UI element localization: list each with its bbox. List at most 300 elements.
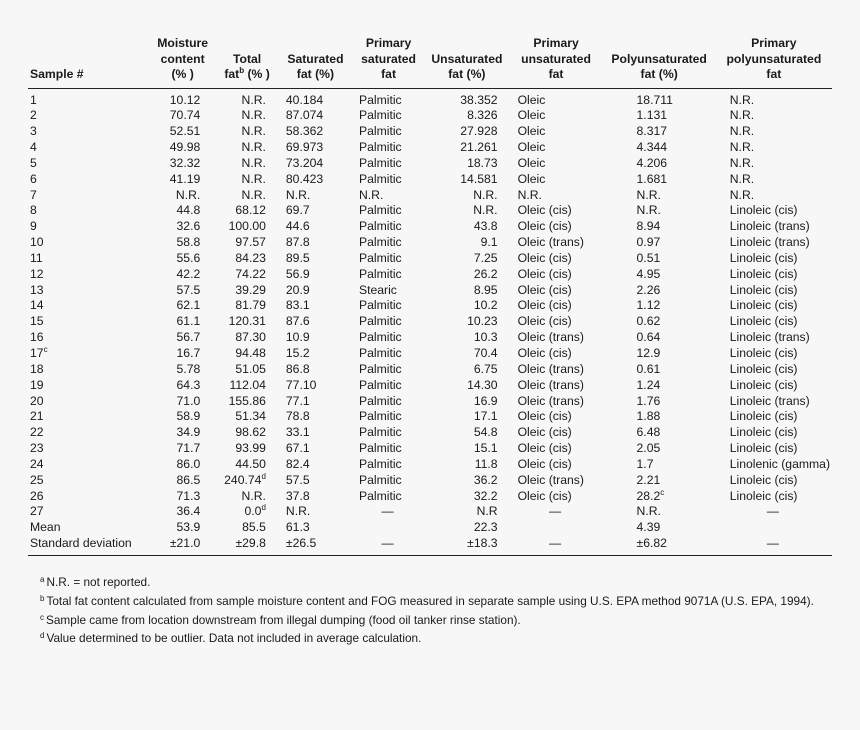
cell-psat — [353, 362, 424, 378]
cell-sat-value: 40.184 — [285, 92, 324, 107]
header-moisture-line2: content — [160, 51, 205, 66]
cell-total-value: 120.31 — [228, 314, 266, 329]
table-row — [28, 235, 832, 251]
cell-punsat — [510, 156, 603, 172]
header-primary-unsat-line2: unsaturated — [521, 51, 591, 66]
cell-punsat — [510, 378, 603, 394]
cell-ppoly-value: N.R. — [729, 92, 755, 107]
cell-moisture — [149, 520, 216, 536]
cell-moisture-value: ±21.0 — [169, 536, 201, 551]
cell-psat — [353, 140, 424, 156]
cell-punsat — [510, 314, 603, 330]
cell-total — [216, 108, 278, 124]
cell-sat — [278, 536, 353, 555]
table-row — [28, 425, 832, 441]
cell-moisture — [149, 362, 216, 378]
table-row — [28, 188, 832, 204]
cell-sample-value: 27 — [30, 504, 44, 519]
header-sample-label: Sample # — [30, 67, 84, 81]
fat-composition-table — [28, 36, 832, 556]
cell-sample — [28, 267, 149, 283]
cell-sample-value: 10 — [30, 235, 44, 250]
cell-sat-value: 86.8 — [285, 361, 310, 376]
cell-ppoly-value: Linoleic (cis) — [729, 346, 798, 360]
cell-psat — [353, 378, 424, 394]
cell-moisture — [149, 457, 216, 473]
footnote-text: Total fat content calculated from sample moisture content and FOG measured in separate sample using U.S. EPA method 9071A (U.S. EPA, 1994). — [46, 593, 814, 608]
cell-punsat-value: — — [548, 504, 562, 519]
cell-moisture — [149, 251, 216, 267]
footnotes — [40, 572, 840, 647]
cell-psat-value: Palmitic — [358, 235, 402, 250]
cell-psat-value: Palmitic — [358, 377, 402, 392]
cell-moisture — [149, 314, 216, 330]
cell-ppoly-value: Linoleic (cis) — [729, 409, 798, 424]
cell-moisture — [149, 108, 216, 124]
cell-unsat — [424, 156, 509, 172]
cell-sample-value: 12 — [30, 266, 44, 281]
cell-total — [216, 378, 278, 394]
cell-total-value: N.R. — [241, 92, 266, 107]
cell-total-value: 81.79 — [235, 298, 266, 313]
cell-unsat — [424, 330, 509, 346]
cell-total-value: 0.0 — [244, 504, 262, 519]
cell-total — [216, 88, 278, 108]
cell-poly-value: N.R. — [636, 504, 661, 519]
table-row — [28, 314, 832, 330]
cell-poly — [603, 314, 716, 330]
cell-unsat-value: 26.2 — [473, 266, 498, 281]
cell-total — [216, 235, 278, 251]
cell-sat — [278, 219, 353, 235]
cell-punsat — [510, 267, 603, 283]
cell-poly — [603, 394, 716, 410]
cell-total-value: 87.30 — [235, 330, 266, 345]
cell-moisture-value: 41.19 — [169, 171, 201, 186]
cell-punsat-value: Oleic (cis) — [517, 219, 572, 234]
cell-sample — [28, 409, 149, 425]
cell-psat-value: N.R. — [358, 187, 384, 202]
table-row — [28, 251, 832, 267]
footnote — [40, 572, 840, 591]
cell-poly — [603, 156, 716, 172]
cell-total — [216, 267, 278, 283]
table-row — [28, 346, 832, 362]
cell-total-value: 44.50 — [235, 456, 266, 471]
cell-unsat-value: 14.30 — [467, 377, 498, 392]
cell-total — [216, 425, 278, 441]
cell-poly-value: 0.64 — [636, 330, 661, 345]
cell-psat — [353, 108, 424, 124]
cell-punsat-value: Oleic (cis) — [517, 282, 572, 297]
cell-unsat — [424, 172, 509, 188]
cell-unsat-value: 8.326 — [467, 108, 498, 123]
header-primary-poly-line1: Primary — [751, 36, 797, 50]
cell-sample — [28, 441, 149, 457]
cell-sample — [28, 108, 149, 124]
cell-sat-value: 69.973 — [285, 140, 324, 155]
cell-sample-value: 13 — [30, 282, 44, 297]
cell-punsat-value: Oleic (cis) — [517, 456, 572, 471]
cell-unsat-value: 18.73 — [467, 155, 498, 170]
cell-unsat-value: 10.3 — [473, 330, 498, 345]
cell-psat-value: Palmitic — [358, 124, 402, 139]
cell-unsat — [424, 394, 509, 410]
cell-psat — [353, 441, 424, 457]
cell-sat — [278, 441, 353, 457]
cell-unsat-value: N.R. — [473, 203, 498, 218]
cell-punsat — [510, 409, 603, 425]
cell-punsat-value: Oleic (cis) — [517, 203, 572, 218]
cell-psat-value: Palmitic — [358, 219, 402, 234]
cell-total — [216, 283, 278, 299]
cell-punsat — [510, 219, 603, 235]
cell-moisture-value: 71.0 — [176, 393, 201, 408]
cell-sat-value: 89.5 — [285, 250, 310, 265]
cell-moisture-value: 61.1 — [176, 314, 201, 329]
cell-total — [216, 504, 278, 520]
cell-ppoly-value: Linoleic (trans) — [729, 330, 810, 345]
cell-psat-value: Palmitic — [358, 108, 402, 123]
cell-psat — [353, 520, 424, 536]
footnote-mark: c — [40, 612, 44, 622]
cell-punsat — [510, 88, 603, 108]
cell-total-value: 240.74 — [224, 472, 262, 487]
cell-ppoly-value: N.R. — [729, 124, 755, 139]
footnote-text: Value determined to be outlier. Data not included in average calculation. — [46, 631, 422, 646]
cell-ppoly — [716, 88, 832, 108]
cell-unsat — [424, 188, 509, 204]
cell-sat-value: 67.1 — [285, 441, 310, 456]
cell-sample-value: 1 — [30, 92, 37, 107]
cell-ppoly — [716, 504, 832, 520]
cell-sample — [28, 504, 149, 520]
cell-sat — [278, 235, 353, 251]
cell-ppoly-value: Linoleic (cis) — [729, 441, 798, 456]
cell-total — [216, 441, 278, 457]
cell-moisture — [149, 378, 216, 394]
cell-psat-value: Palmitic — [358, 425, 402, 440]
cell-psat-value: Palmitic — [358, 409, 402, 424]
cell-unsat — [424, 88, 509, 108]
table-header — [28, 36, 832, 88]
cell-unsat-value: 8.95 — [473, 282, 498, 297]
cell-psat-value: Palmitic — [358, 314, 402, 329]
cell-sat-value: 83.1 — [285, 298, 310, 313]
cell-sat-value: 20.9 — [285, 282, 310, 297]
cell-moisture-value: 49.98 — [169, 140, 201, 155]
cell-sample-value: 11 — [30, 250, 43, 265]
cell-sat — [278, 251, 353, 267]
cell-sat-value: 33.1 — [285, 425, 310, 440]
cell-moisture — [149, 504, 216, 520]
cell-psat — [353, 504, 424, 520]
cell-poly — [603, 188, 716, 204]
header-total-sup: b — [239, 66, 245, 75]
cell-punsat — [510, 235, 603, 251]
table-row — [28, 489, 832, 505]
cell-ppoly-value: Linoleic (cis) — [729, 282, 798, 297]
cell-moisture — [149, 394, 216, 410]
cell-poly-value: 4.206 — [636, 155, 668, 170]
cell-ppoly — [716, 330, 832, 346]
cell-poly — [603, 267, 716, 283]
cell-total-value: 74.22 — [235, 266, 266, 281]
cell-moisture — [149, 346, 216, 362]
cell-unsat — [424, 314, 509, 330]
header-polyunsaturated — [603, 36, 716, 88]
cell-unsat-value: 10.23 — [467, 314, 498, 329]
cell-moisture-value: 5.78 — [176, 361, 201, 376]
cell-sample-value: 26 — [30, 488, 44, 503]
cell-sat-value: 57.5 — [285, 472, 310, 487]
cell-total-value: N.R. — [241, 124, 266, 139]
cell-ppoly-value: — — [766, 536, 779, 551]
cell-ppoly — [716, 235, 832, 251]
cell-poly-value: 0.61 — [636, 361, 661, 376]
cell-unsat-value: 16.9 — [473, 393, 498, 408]
cell-moisture-value: 34.9 — [176, 425, 201, 440]
cell-sample — [28, 314, 149, 330]
cell-total-value: 100.00 — [228, 219, 266, 234]
cell-poly-value: 1.88 — [636, 409, 661, 424]
cell-unsat-value: 6.75 — [473, 361, 498, 376]
header-sample — [28, 36, 149, 88]
cell-unsat — [424, 235, 509, 251]
cell-unsat — [424, 536, 509, 555]
cell-sample-value: 24 — [30, 456, 44, 471]
cell-sat-value: ±26.5 — [285, 536, 317, 551]
cell-sample — [28, 298, 149, 314]
cell-ppoly — [716, 314, 832, 330]
cell-unsat — [424, 504, 509, 520]
table-row — [28, 504, 832, 520]
cell-unsat — [424, 409, 509, 425]
cell-punsat-value: Oleic (cis) — [517, 314, 572, 329]
cell-moisture-value: 56.7 — [176, 330, 201, 345]
cell-total — [216, 346, 278, 362]
cell-poly — [603, 124, 716, 140]
table-row — [28, 156, 832, 172]
cell-sat — [278, 124, 353, 140]
cell-psat — [353, 473, 424, 489]
cell-total-value: N.R. — [241, 108, 266, 123]
table-row — [28, 362, 832, 378]
cell-sample-value: 17 — [30, 346, 44, 360]
cell-sat-value: 69.7 — [285, 203, 310, 218]
cell-moisture — [149, 425, 216, 441]
cell-poly-value: 1.7 — [636, 456, 654, 471]
cell-sample — [28, 330, 149, 346]
cell-unsat-value: 70.4 — [473, 346, 498, 360]
cell-psat — [353, 283, 424, 299]
cell-punsat-value: Oleic (cis) — [517, 250, 572, 265]
cell-total-value: 98.62 — [235, 425, 266, 440]
cell-sample — [28, 188, 149, 204]
cell-sat-value: 87.074 — [285, 108, 324, 123]
cell-total-value: N.R. — [241, 155, 266, 170]
cell-ppoly-value: Linolenic (gamma) — [729, 456, 830, 471]
cell-poly — [603, 457, 716, 473]
table-row — [28, 124, 832, 140]
cell-sat — [278, 520, 353, 536]
cell-punsat — [510, 457, 603, 473]
header-primary-polyunsaturated — [716, 36, 832, 88]
cell-punsat-value: Oleic (cis) — [517, 425, 572, 440]
cell-sample-value: 3 — [30, 124, 37, 139]
footnote-text: N.R. = not reported. — [46, 575, 151, 589]
footnote — [40, 628, 840, 647]
cell-psat — [353, 88, 424, 108]
cell-unsat-value: 22.3 — [473, 520, 498, 535]
table-row — [28, 520, 832, 536]
cell-unsat-value: 36.2 — [473, 472, 498, 487]
cell-punsat — [510, 283, 603, 299]
cell-unsat — [424, 346, 509, 362]
cell-ppoly — [716, 156, 832, 172]
cell-psat-value: Palmitic — [358, 488, 402, 503]
cell-footnote-mark: c — [660, 487, 665, 497]
cell-total — [216, 536, 278, 555]
header-primary-poly-line2: polyunsaturated — [726, 51, 822, 66]
cell-punsat — [510, 203, 603, 219]
cell-poly-value: ±6.82 — [636, 536, 667, 551]
cell-psat — [353, 172, 424, 188]
cell-moisture-value: 36.4 — [176, 504, 201, 519]
cell-total — [216, 203, 278, 219]
cell-ppoly-value: N.R. — [729, 155, 755, 170]
cell-punsat — [510, 298, 603, 314]
cell-sample — [28, 536, 149, 555]
cell-total-value: 39.29 — [235, 282, 266, 297]
cell-total-value: 51.34 — [235, 409, 266, 424]
cell-poly-value: 8.317 — [636, 124, 668, 139]
cell-sat-value: 78.8 — [285, 409, 310, 424]
cell-total-value: 68.12 — [235, 203, 266, 218]
cell-sample-value: 5 — [30, 155, 37, 170]
cell-unsat — [424, 140, 509, 156]
cell-poly — [603, 520, 716, 536]
cell-punsat — [510, 188, 603, 204]
cell-sat — [278, 267, 353, 283]
cell-sat — [278, 346, 353, 362]
cell-psat — [353, 267, 424, 283]
cell-ppoly — [716, 489, 832, 505]
cell-sat — [278, 314, 353, 330]
cell-poly-value: 0.51 — [636, 250, 661, 265]
cell-ppoly — [716, 362, 832, 378]
cell-psat-value: Palmitic — [358, 203, 402, 218]
cell-sat — [278, 156, 353, 172]
cell-unsat — [424, 283, 509, 299]
cell-sat — [278, 330, 353, 346]
header-total-line2b: (% ) — [244, 67, 270, 81]
cell-unsat-value: 43.8 — [473, 219, 498, 234]
cell-unsat-value: 21.261 — [460, 140, 498, 155]
footnote-mark: d — [40, 631, 45, 641]
cell-sat — [278, 409, 353, 425]
header-primary-unsat-line1: Primary — [533, 36, 579, 50]
cell-ppoly — [716, 140, 832, 156]
cell-sample-value: 6 — [30, 171, 37, 186]
cell-moisture-value: 62.1 — [176, 298, 201, 313]
cell-ppoly — [716, 298, 832, 314]
cell-punsat-value: Oleic (trans) — [517, 472, 584, 487]
cell-unsat-value: 17.1 — [473, 409, 498, 424]
cell-punsat — [510, 124, 603, 140]
cell-total-value: N.R. — [241, 171, 266, 186]
table-row — [28, 203, 832, 219]
cell-sample-value: 25 — [30, 472, 44, 487]
cell-sample-value: 9 — [30, 219, 37, 234]
cell-poly — [603, 425, 716, 441]
cell-punsat-value: Oleic (trans) — [517, 330, 584, 345]
cell-poly-value: N.R. — [636, 187, 661, 202]
cell-moisture-value: 58.8 — [176, 235, 201, 250]
cell-psat-value: — — [381, 536, 394, 551]
header-total-line1: Total — [232, 51, 262, 66]
cell-ppoly-value: N.R. — [729, 171, 755, 186]
cell-punsat — [510, 394, 603, 410]
cell-sat — [278, 188, 353, 204]
cell-psat — [353, 409, 424, 425]
cell-total-value: 93.99 — [235, 441, 266, 456]
cell-total-value: N.R. — [241, 140, 266, 155]
cell-punsat — [510, 441, 603, 457]
cell-psat — [353, 251, 424, 267]
cell-moisture — [149, 441, 216, 457]
cell-total — [216, 362, 278, 378]
cell-ppoly — [716, 267, 832, 283]
cell-poly — [603, 298, 716, 314]
cell-punsat-value: — — [548, 536, 562, 551]
table-body — [28, 88, 832, 555]
cell-ppoly — [716, 425, 832, 441]
cell-sample — [28, 394, 149, 410]
cell-sample-value: 21 — [30, 409, 44, 424]
cell-sat-value: 10.9 — [285, 330, 310, 345]
cell-sat-value: 80.423 — [285, 171, 324, 186]
cell-unsat-value: N.R — [476, 504, 498, 519]
cell-punsat-value: Oleic — [517, 124, 546, 139]
cell-ppoly-value: Linoleic (cis) — [729, 266, 798, 281]
cell-sample — [28, 219, 149, 235]
cell-poly-value: 2.26 — [636, 282, 661, 297]
cell-total-value: 84.23 — [235, 250, 266, 265]
cell-unsat — [424, 425, 509, 441]
cell-sat-value: 82.4 — [285, 456, 310, 471]
cell-total-value: 97.57 — [235, 235, 266, 250]
cell-sat — [278, 283, 353, 299]
cell-sat-value: 77.10 — [285, 377, 317, 392]
table-row — [28, 457, 832, 473]
cell-unsat — [424, 108, 509, 124]
header-total-line2a: fat — [224, 67, 240, 81]
cell-psat — [353, 394, 424, 410]
cell-punsat-value: Oleic — [517, 140, 546, 155]
cell-moisture — [149, 172, 216, 188]
table-row — [28, 283, 832, 299]
cell-poly — [603, 362, 716, 378]
table-row — [28, 172, 832, 188]
cell-poly — [603, 489, 716, 505]
cell-unsat — [424, 457, 509, 473]
cell-moisture — [149, 298, 216, 314]
cell-poly — [603, 140, 716, 156]
cell-footnote-mark: c — [43, 345, 48, 354]
cell-punsat-value: Oleic (cis) — [517, 488, 572, 503]
cell-unsat-value: N.R. — [473, 187, 498, 202]
